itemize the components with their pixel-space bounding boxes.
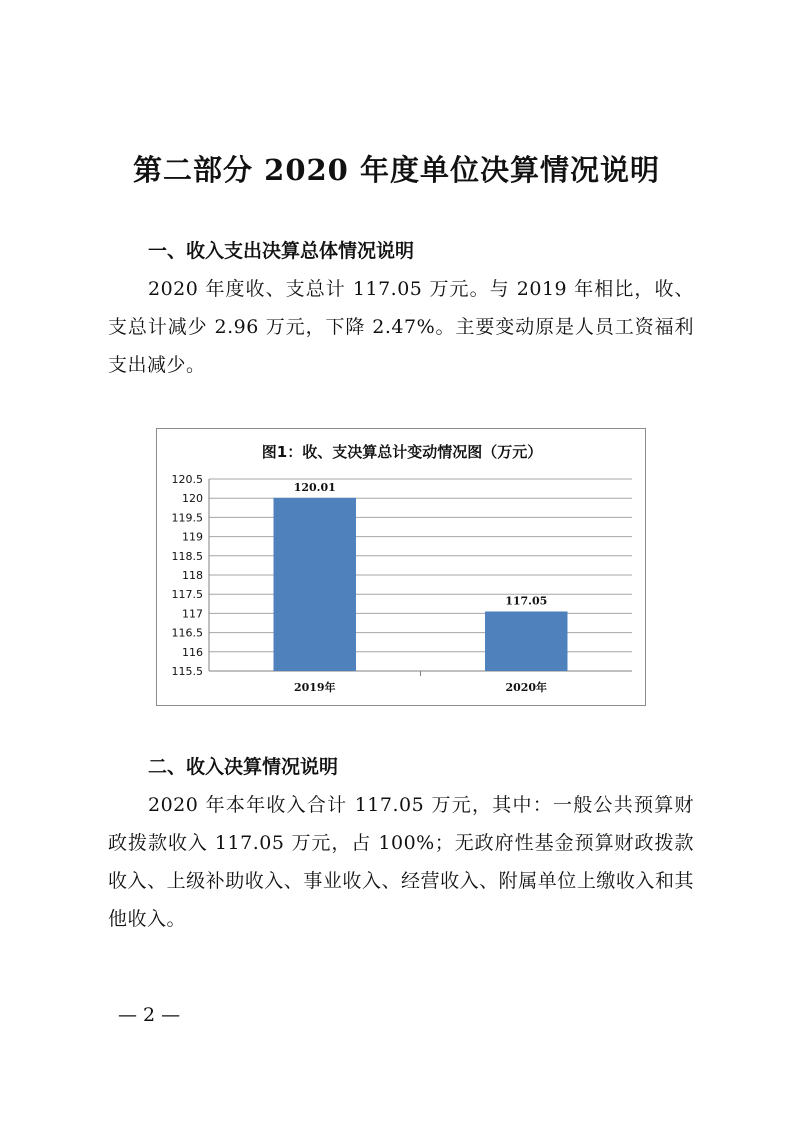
chart-title: 图1：收、支决算总计变动情况图（万元） [261,443,543,461]
y-tick-label: 120 [182,492,203,506]
section-heading-income: 二、收入决算情况说明 [148,756,339,778]
x-tick-label: 2020年 [505,681,548,694]
bar-chart [156,428,646,706]
y-tick-label: 118 [182,569,203,582]
y-tick-label: 118.5 [171,549,203,563]
y-tick-label: 116 [182,645,203,659]
data-label: 120.01 [293,480,336,494]
y-tick-label: 117 [182,607,203,621]
y-tick-label: 116.5 [171,626,203,640]
y-tick-label: 117.5 [171,588,203,602]
page-number: — 2 — [118,1004,181,1026]
section-heading-income-expense: 一、收入支出决算总体情况说明 [148,240,415,262]
x-tick-label: 2019年 [293,681,336,694]
page-title: 第二部分 2020 年度单位决算情况说明 [133,153,660,187]
y-tick-label: 120.5 [171,473,203,486]
y-tick-label: 119 [182,530,203,544]
bar [485,611,567,671]
y-tick-label: 119.5 [171,511,203,525]
data-label: 117.05 [505,594,548,608]
section-paragraph-income-expense: 2020 年度收、支总计 117.05 万元。与 2019 年相比，收、支总计减少 2.96 万元，下降 2.47%。主要变动原是人员工资福利支出减少。 [108,278,694,376]
bar [274,498,356,671]
bar-chart-svg [157,429,647,707]
section-paragraph-income: 2020 年本年收入合计 117.05 万元，其中：一般公共预算财政拨款收入 117.05 万元，占 100%；无政府性基金预算财政拨款收入、上级补助收入、事业收入、经营收入、附属单位上缴收入和其他收入。 [108,794,694,930]
y-tick-label: 115.5 [171,665,203,678]
